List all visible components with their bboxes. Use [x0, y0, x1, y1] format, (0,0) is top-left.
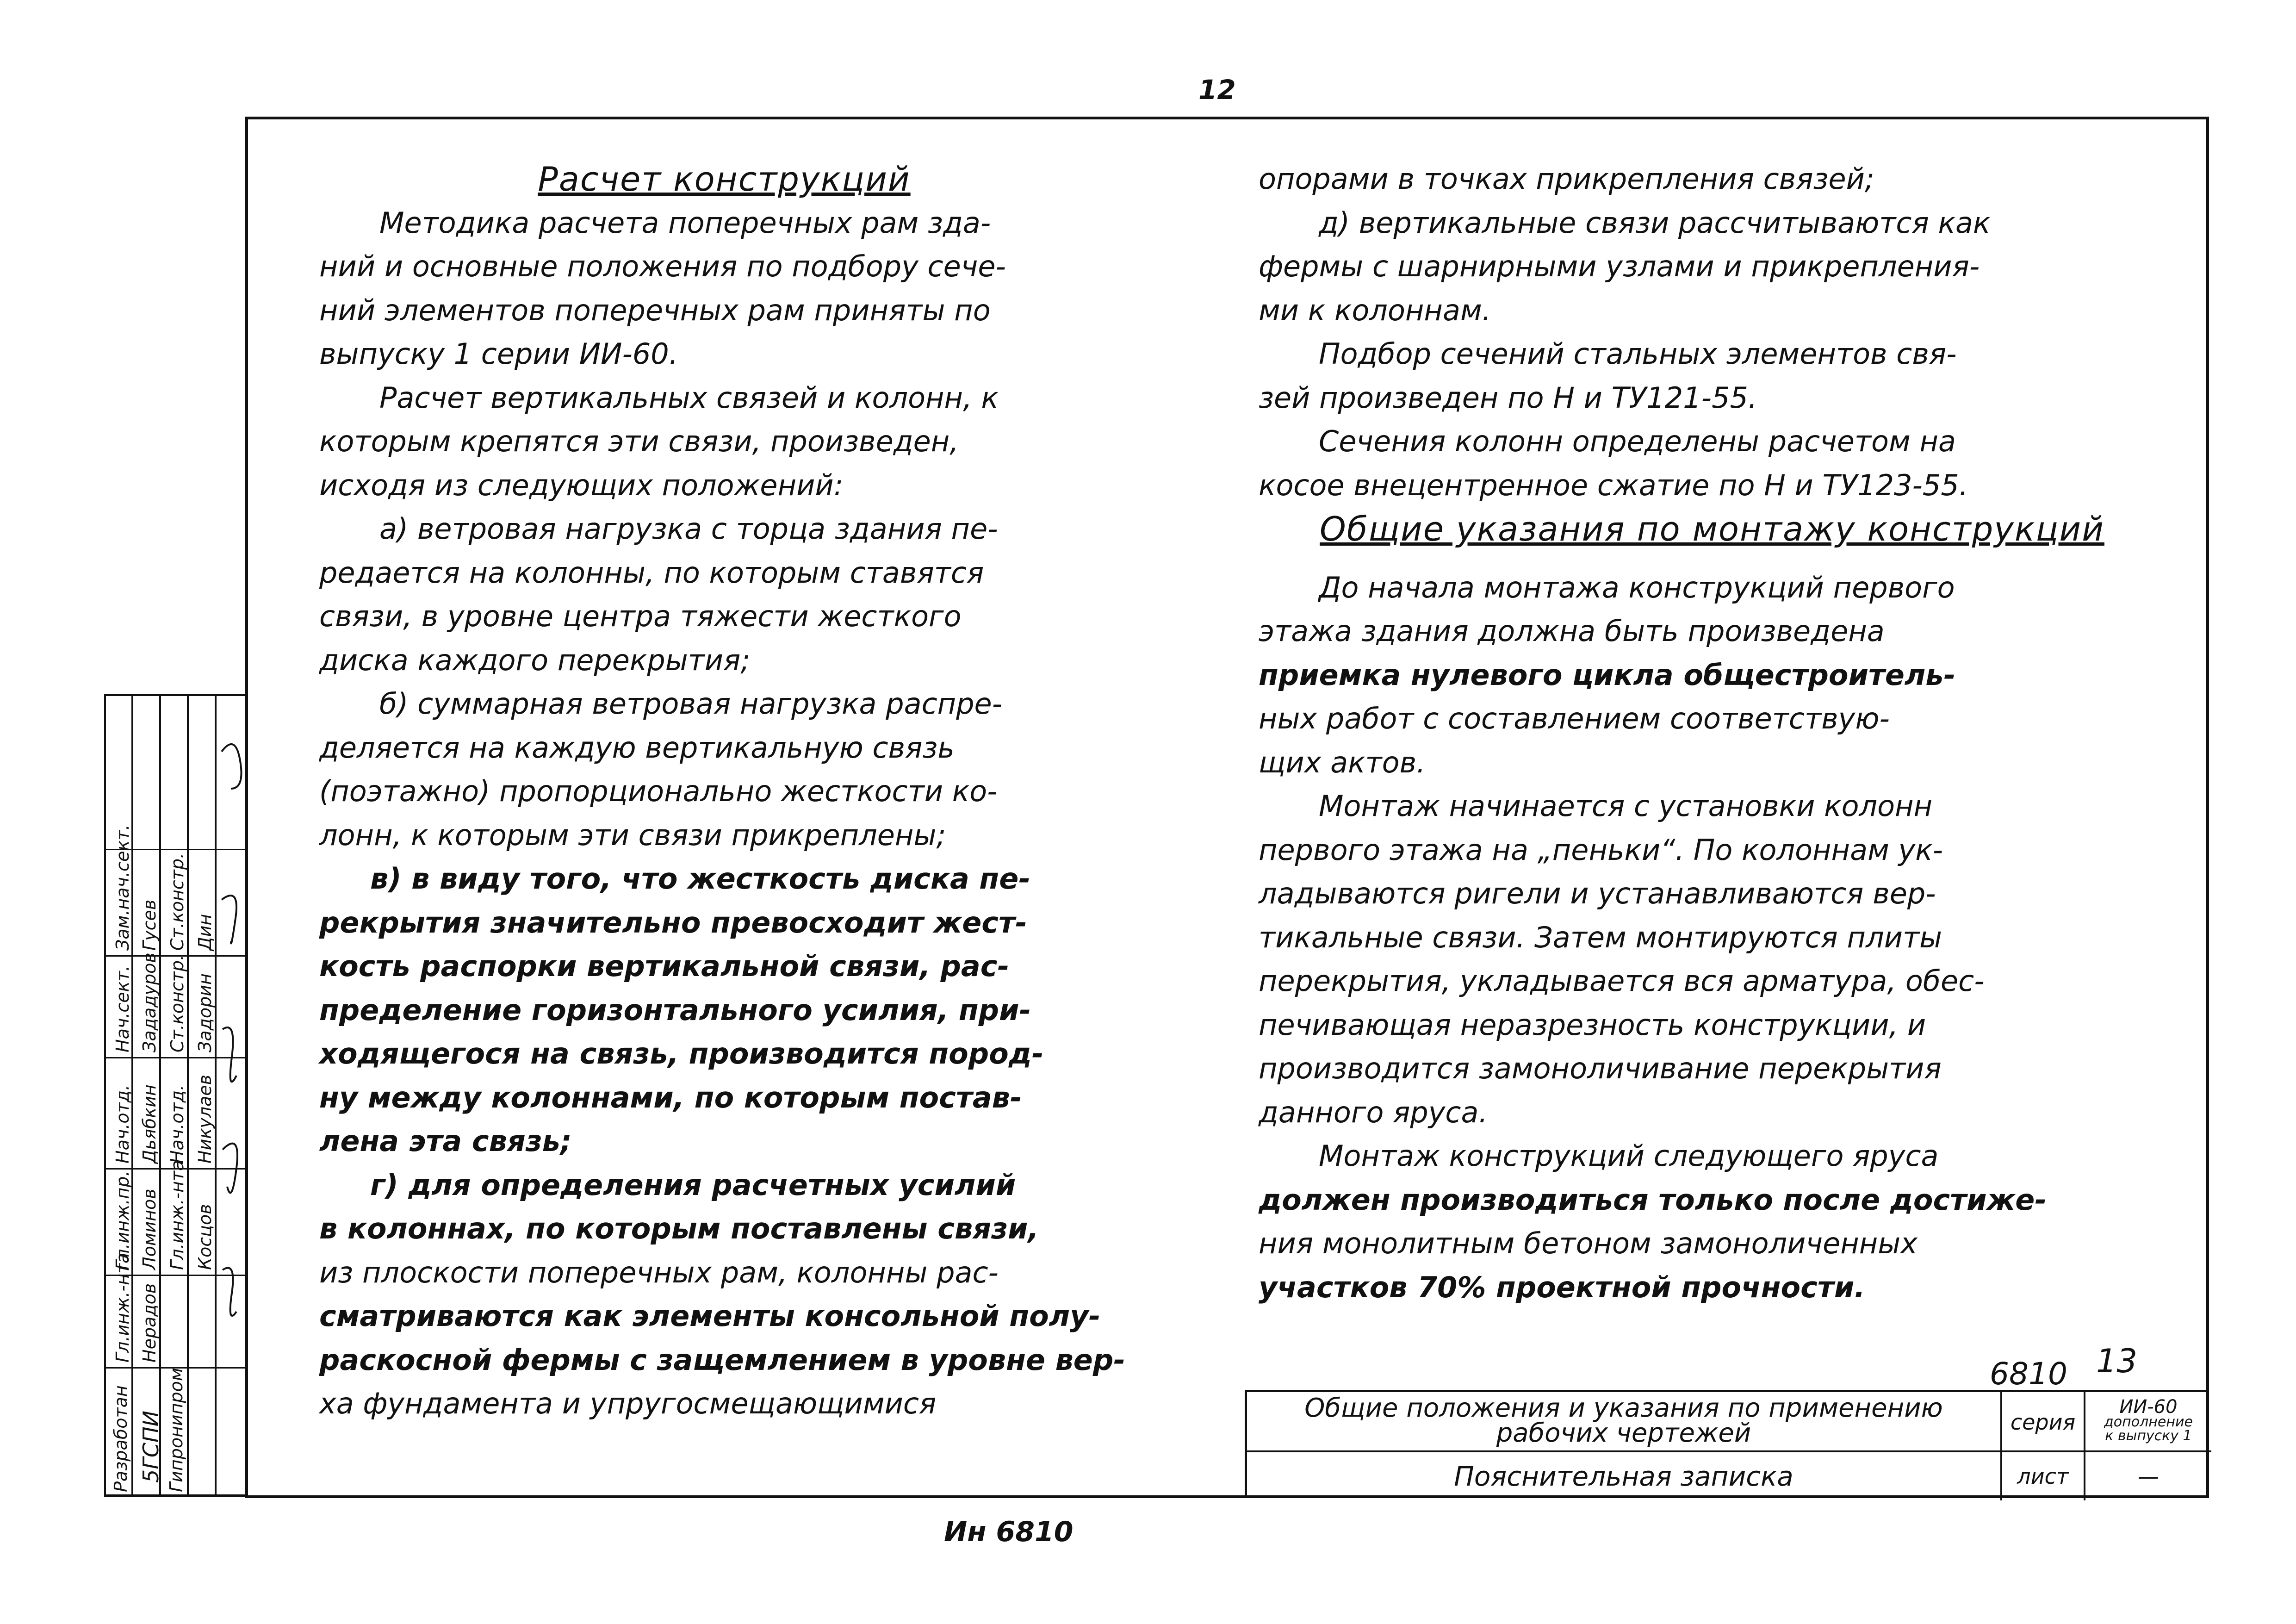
title-block-title [1247, 1392, 2000, 1452]
text-line: ний элементов поперечных рам приняты по [319, 293, 991, 327]
text-line: (поэтажно) пропорционально жесткости ко- [319, 774, 998, 808]
stamp-name: Зададуров [139, 952, 160, 1052]
stamp-name: Ломинов [139, 1188, 160, 1270]
text-line: участков 70% проектной прочности. [1259, 1270, 1865, 1304]
signature-scribble [223, 1144, 237, 1193]
stamp-org-dept: Гипронипром [166, 1368, 186, 1492]
sheet-label: лист [2000, 1452, 2084, 1500]
text-line: производится замоноличивание перекрытия [1259, 1052, 1942, 1085]
text-line: первого этажа на „пеньки“. По колоннам ук- [1259, 833, 1943, 867]
stamp-role: Нач.отд. [112, 1084, 133, 1164]
text-line: фермы с шарнирными узлами и прикрепления- [1259, 249, 1980, 283]
text-line: лена эта связь; [319, 1124, 572, 1158]
text-line: рекрытия значительно превосходит жест- [319, 905, 1027, 940]
inventory-mark: Ин 6810 [944, 1516, 1074, 1548]
stamp-role: Зам.нач.сект. [112, 824, 133, 951]
stamp-name: Нерадов [139, 1283, 160, 1363]
stamp-name: Косцов [195, 1204, 215, 1270]
stamp-role: Ст.констр. [167, 954, 187, 1052]
sheet-value: — [2084, 1452, 2211, 1500]
text-line: опорами в точках прикрепления связей; [1259, 162, 1874, 196]
text-line: в) в виду того, что жесткость диска пе- [370, 862, 1031, 896]
text-line: ну между колоннами, по которым постав- [319, 1080, 1022, 1114]
text-line: которым крепятся эти связи, произведен, [319, 424, 959, 458]
text-line: Монтаж конструкций следующего яруса [1319, 1139, 1939, 1173]
text-line: До начала монтажа конструкций первого [1319, 570, 1955, 604]
text-line: д) вертикальные связи рассчитываются как [1319, 205, 1991, 240]
text-line: Расчет вертикальных связей и колонн, к [379, 380, 999, 415]
stamp-name: Никулаев [195, 1074, 215, 1164]
stamp-name: Дин [195, 914, 215, 951]
page-number: 12 [1198, 74, 1236, 106]
text-line: ладываются ригели и устанавливаются вер- [1259, 877, 1936, 910]
text-line: ходящегося на связь, производится пород- [319, 1037, 1044, 1070]
text-line: б) суммарная ветровая нагрузка распре- [379, 687, 1003, 721]
stamp-role: Гл.инж.-нта [167, 1160, 187, 1270]
text-line: косое внецентренное сжатие по Н и ТУ123-55. [1259, 468, 1968, 502]
stamp-role: Нач.сект. [112, 965, 133, 1052]
title-line-1: Общие положения и указания по применению [1304, 1393, 1943, 1423]
stamp-role: Ст.констр. [167, 852, 187, 951]
text-line: выпуску 1 серии ИИ-60. [319, 337, 678, 371]
title-block [1245, 1390, 2209, 1498]
stamp-org-label: Разработан [111, 1385, 131, 1492]
signature-marks [217, 705, 245, 1400]
approval-stamp [104, 694, 245, 1497]
spacer [1259, 551, 2147, 566]
right-column [1259, 157, 2147, 1309]
title-line-2: рабочих чертежей [1496, 1418, 1751, 1448]
text-line: ния монолитным бетоном замоноличенных [1259, 1226, 1917, 1260]
signature-scribble [222, 896, 236, 943]
text-line: из плоскости поперечных рам, колонны рас- [319, 1255, 999, 1289]
text-line: сматриваются как элементы консольной полу- [319, 1299, 1101, 1333]
stamp-name: Гусев [139, 899, 160, 951]
text-line: печивающая неразрезность конструкции, и [1259, 1008, 1926, 1042]
stamp-role: Нач.отд. [167, 1084, 187, 1164]
series-value [2084, 1392, 2211, 1452]
section-heading-assembly: Общие указания по монтажу конструкций [1320, 510, 2104, 548]
signature-scribble [223, 1268, 236, 1316]
text-line: приемка нулевого цикла общестроитель- [1259, 658, 1956, 692]
text-line: щих актов. [1259, 745, 1426, 779]
text-line: раскосной фермы с защемлением в уровне вер- [319, 1343, 1125, 1377]
text-line: ных работ с составлением соответствую- [1259, 702, 1890, 735]
series-code: ИИ-60 [2119, 1396, 2178, 1418]
left-column [319, 157, 1129, 1426]
text-line: кость распорки вертикальной связи, рас- [319, 949, 1010, 983]
stamp-name: Задорин [195, 973, 215, 1052]
text-line: этажа здания должна быть произведена [1259, 614, 1885, 648]
stamp-org-name: 5ГСПИ [138, 1410, 163, 1483]
section-heading-calc: Расчет конструкций [538, 160, 911, 199]
document-name: Пояснительная записка [1454, 1461, 1793, 1492]
text-line: исходя из следующих положений: [319, 468, 844, 502]
sheet-number: 13 [2096, 1342, 2138, 1380]
text-line: пределение горизонтального усилия, при- [319, 993, 1031, 1027]
text-line: редается на колонны, по которым ставятся [319, 555, 984, 590]
stamp-role: Гл.инж.пр. [112, 1170, 133, 1270]
series-supplement: дополнение [2104, 1414, 2193, 1430]
text-line: Методика расчета поперечных рам зда- [379, 205, 991, 240]
text-line: тикальные связи. Затем монтируются плиты [1259, 920, 1942, 954]
text-line: ний и основные положения по подбору сече- [319, 249, 1006, 283]
text-line: должен производиться только после достиже- [1259, 1182, 2047, 1217]
stamp-name: Дьябкин [139, 1084, 160, 1164]
text-line: Монтаж начинается с установки колонн [1319, 789, 1933, 823]
text-line: связи, в уровне центра тяжести жесткого [319, 599, 962, 633]
signature-scribble [223, 1027, 236, 1082]
signature-scribble [222, 744, 242, 789]
text-line: деляется на каждую вертикальную связь [319, 730, 955, 765]
series-label: серия [2000, 1392, 2084, 1452]
text-line: диска каждого перекрытия; [319, 643, 751, 677]
stamp-role: Гл.инж.-нта [112, 1252, 133, 1363]
text-line: ха фундамента и упругосмещающимися [319, 1387, 937, 1420]
text-line: г) для определения расчетных усилий [370, 1168, 1016, 1202]
text-line: в колоннах, по которым поставлены связи, [319, 1212, 1039, 1245]
text-line: зей произведен по Н и ТУ121-55. [1259, 380, 1757, 415]
series-issue: к выпуску 1 [2105, 1428, 2192, 1444]
text-line: перекрытия, укладывается вся арматура, обес- [1259, 964, 1985, 998]
text-line: а) ветровая нагрузка с торца здания пе- [379, 512, 998, 546]
text-line: ми к колоннам. [1259, 293, 1491, 327]
text-line: Подбор сечений стальных элементов свя- [1319, 337, 1957, 371]
text-line: данного яруса. [1259, 1095, 1488, 1129]
registration-number: 6810 [1990, 1356, 2067, 1392]
text-line: Сечения колонн определены расчетом на [1319, 424, 1956, 458]
text-line: лонн, к которым эти связи прикреплены; [319, 818, 946, 852]
